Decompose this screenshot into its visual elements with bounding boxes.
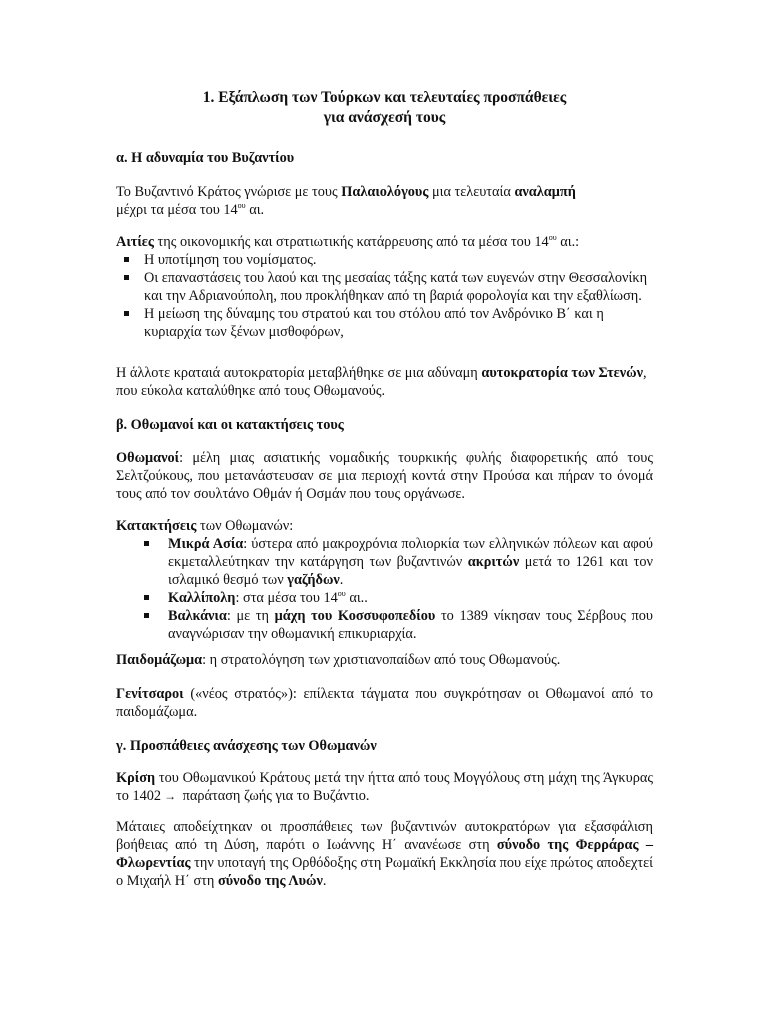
text: αι.:	[556, 234, 580, 250]
bold-text: ακριτών	[467, 554, 520, 570]
bold-text: Οθωμανοί	[116, 450, 180, 466]
list-item	[136, 589, 653, 607]
causes-list	[116, 251, 653, 341]
bold-text: μάχη του Κοσσυφοπεδίου	[274, 608, 436, 624]
text: μέχρι τα μέσα του 14	[116, 202, 238, 218]
text: το 1389 νίκησαν τους Σέρβους που αναγνώρισαν την οθωμανική επικυριαρχία.	[168, 608, 653, 642]
causes-block	[116, 233, 653, 341]
text: της οικονομικής και στρατιωτικής κατάρρευσης από τα μέσα του 14	[153, 234, 549, 250]
list-item: Η υποτίμηση του νομίσματος.	[116, 251, 653, 269]
conquests-intro	[116, 517, 653, 535]
section-c-paragraph-2	[116, 818, 653, 890]
conquests-list	[116, 535, 653, 643]
text: («νέος στρατός»): επίλεκτα τάγματα που συγκρότησαν οι Οθωμανοί από το παιδομάζωμα.	[116, 686, 653, 720]
bold-text: Κρίση	[116, 770, 156, 786]
text: Η άλλοτε κραταιά αυτοκρατορία μεταβλήθηκε σε μια αδύναμη	[116, 365, 482, 381]
conquests-block	[116, 517, 653, 643]
title-line-1: 1. Εξάπλωση των Τούρκων και τελευταίες προσπάθειες	[202, 89, 567, 106]
janissaries-paragraph	[116, 685, 653, 721]
section-c-heading: γ. Προσπάθειες ανάσχεσης των Οθωμανών	[116, 738, 377, 754]
text: παράταση ζωής για το Βυζάντιο.	[179, 788, 370, 804]
bold-text: Γενίτσαροι	[116, 686, 184, 702]
section-c-paragraph-1	[116, 769, 653, 805]
right-arrow-icon: →	[164, 789, 177, 803]
superscript: ου	[337, 589, 346, 599]
causes-intro	[116, 233, 653, 251]
text: αι.	[245, 202, 265, 218]
page-title	[116, 88, 653, 128]
bold-text: γαζήδων	[287, 572, 340, 588]
bold-text: σύνοδο της Λυών	[217, 873, 323, 889]
text: των Οθωμανών:	[196, 518, 294, 534]
text: : ύστερα από μακροχρόνια πολιορκία των ελληνικών πόλεων και αφού εκμεταλλεύτηκαν την κατάργηση των βυζαντινών	[168, 536, 653, 570]
bold-text: Βαλκάνια	[168, 608, 227, 624]
text: : η στρατολόγηση των χριστιανοπαίδων από τους Οθωμανούς.	[202, 652, 561, 668]
bold-text: Μικρά Ασία	[168, 536, 244, 552]
section-b-heading: β. Οθωμανοί και οι κατακτήσεις τους	[116, 417, 344, 433]
section-a-paragraph-1	[116, 183, 653, 219]
section-a-heading: α. Η αδυναμία του Βυζαντίου	[116, 150, 295, 166]
bold-text: αυτοκρατορία των Στενών	[481, 365, 644, 381]
bold-text: Αιτίες	[116, 234, 154, 250]
text: μετά το 1261 και τον ισλαμικό θεσμό των	[168, 554, 653, 588]
text: μια τελευταία	[428, 184, 515, 200]
bold-text: σύνοδο της Φερράρας – Φλωρεντίας	[116, 837, 653, 871]
text: την υποταγή της Ορθόδοξης στη Ρωμαϊκή Εκκλησία που είχε πρώτος αποδεχτεί ο Μιχαήλ Η΄ στη	[116, 855, 653, 889]
bold-text: Παλαιολόγους	[341, 184, 429, 200]
text: : στα μέσα του 14	[235, 590, 338, 606]
superscript: ου	[237, 201, 246, 211]
section-a-paragraph-3	[116, 364, 653, 400]
list-item	[136, 535, 653, 589]
text: .	[339, 572, 344, 588]
text: : με τη	[226, 608, 275, 624]
bold-text: Καλλίπολη	[168, 590, 236, 606]
superscript: ου	[548, 233, 557, 243]
text: Μάταιες αποδείχτηκαν οι προσπάθειες των βυζαντινών αυτοκρατόρων για εξασφάλιση βοήθειας από τη Δύση, παρότι ο Ιωάννης Η΄ ανανέωσε στη	[116, 819, 653, 853]
text: : μέλη μιας ασιατικής νομαδικής τουρκικής φυλής διαφορετικής από τους Σελτζούκους, που μετανάστευσαν σε μια περιοχή κοντά στην Προύσα και πήραν το όνομά τους από τον σουλτάνο Οθμάν ή Οσμάν που τους οργάνωσε.	[116, 450, 653, 502]
bold-text: Κατακτήσεις	[116, 518, 197, 534]
text: Το Βυζαντινό Κράτος γνώρισε με τους	[116, 184, 342, 200]
list-item: Οι επαναστάσεις του λαού και της μεσαίας τάξης κατά των ευγενών στην Θεσσαλονίκη και την Αδριανούπολη, που προκλήθηκαν από τη βαριά φορολογία και την εξαθλίωση.	[116, 269, 653, 305]
section-b-paragraph-1	[116, 449, 653, 503]
text: αι..	[345, 590, 368, 606]
title-line-2: για ανάσχεσή τους	[323, 109, 446, 126]
text: .	[322, 873, 327, 889]
paidomazoma-paragraph	[116, 651, 653, 669]
bold-text: αναλαμπή	[514, 184, 576, 200]
text: του Οθωμανικού Κράτους μετά την ήττα από τους Μογγόλους στη μάχη της Άγκυρας το 1402	[116, 770, 653, 804]
list-item: Η μείωση της δύναμης του στρατού και του στόλου από τον Ανδρόνικο Β΄ και η κυριαρχία των ξένων μισθοφόρων,	[116, 305, 653, 341]
list-item	[136, 607, 653, 643]
text: , που εύκολα καταλύθηκε από τους Οθωμανούς.	[116, 365, 647, 399]
bold-text: Παιδομάζωμα	[116, 652, 203, 668]
